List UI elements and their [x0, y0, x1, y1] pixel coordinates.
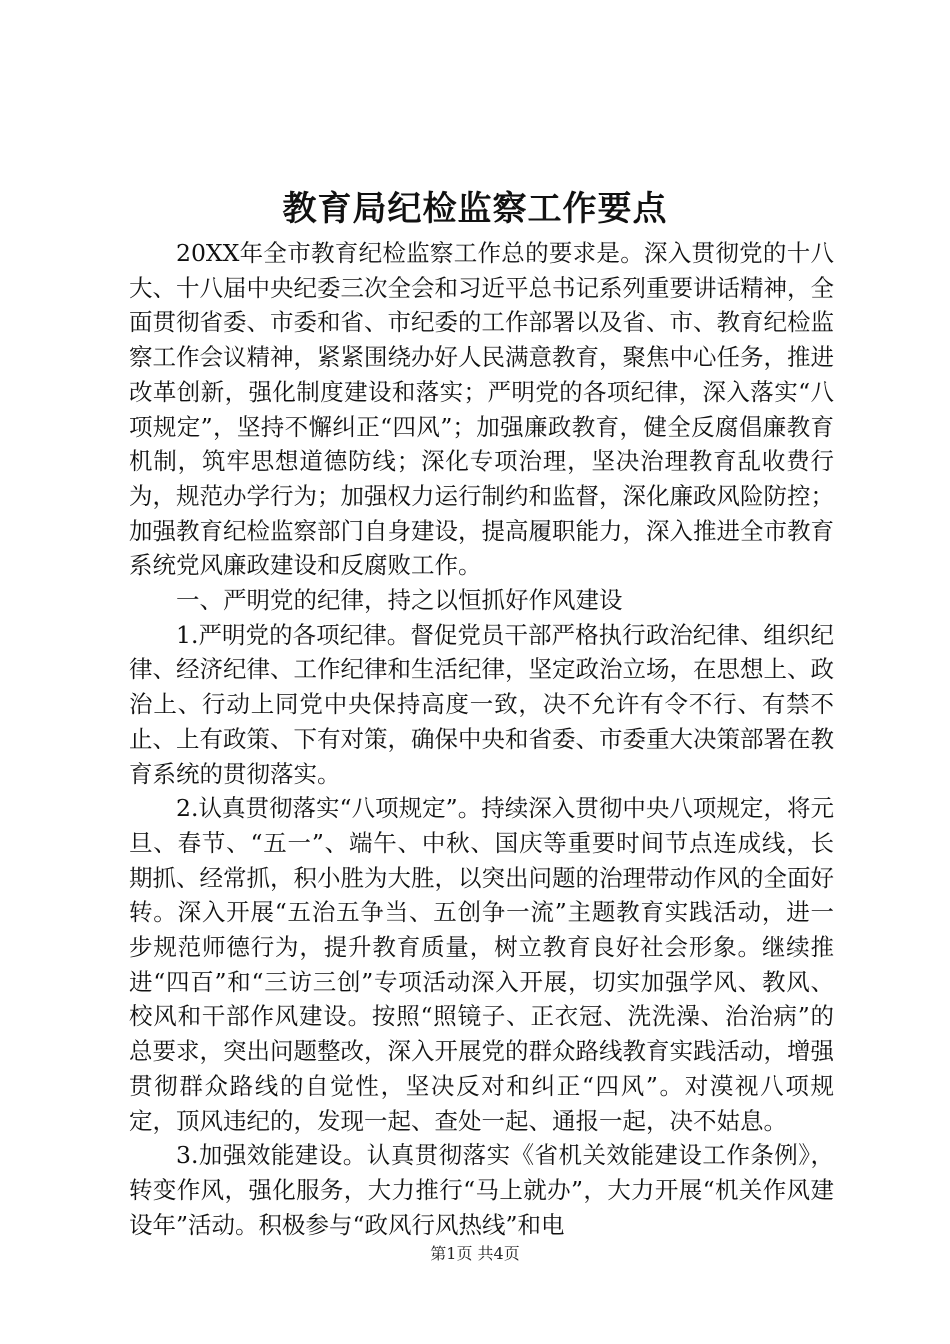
- item-paragraph: 3.加强效能建设。认真贯彻落实《省机关效能建设工作条例》，转变作风，强化服务，大力推行“马上就办”，大力开展“机关作风建设年”活动。积极参与“政风行风热线”和电: [129, 1141, 834, 1239]
- document-title: 教育局纪检监察工作要点: [282, 189, 668, 229]
- section-heading: 一、严明党的纪律，持之以恒抓好作风建设: [176, 586, 623, 615]
- item-paragraph: 2.认真贯彻落实“八项规定”。持续深入贯彻中央八项规定，将元旦、春节、“五一”、端午、中秋、国庆等重要时间节点连成线，长期抓、经常抓，积小胜为大胜，以突出问题的治理带动作风的全面好转。深入开展“五治五争当、五创争一流”主题教育实践活动，进一步规范师德行为，提升教育质量，树立教育良好社会形象。继续推进“四百”和“三访三创”专项活动深入开展，切实加强学风、教风、校风和干部作风建设。按照“照镜子、正衣冠、洗洗澡、治治病”的总要求，突出问题整改，深入开展党的群众路线教育实践活动，增强贯彻群众路线的自觉性，坚决反对和纠正“四风”。对漠视八项规定，顶风违纪的，发现一起、查处一起、通报一起，决不姑息。: [129, 794, 834, 1135]
- page-footer: 第1页 共4页: [430, 1244, 520, 1263]
- item-paragraph: 1.严明党的各项纪律。督促党员干部严格执行政治纪律、组织纪律、经济纪律、工作纪律和生活纪律，坚定政治立场，在思想上、政治上、行动上同党中央保持高度一致，决不允许有令不行、有禁不止、上有政策、下有对策，确保中央和省委、市委重大决策部署在教育系统的贯彻落实。: [129, 620, 834, 788]
- intro-paragraph: 20XX年全市教育纪检监察工作总的要求是。深入贯彻党的十八大、十八届中央纪委三次全会和习近平总书记系列重要讲话精神，全面贯彻省委、市委和省、市纪委的工作部署以及省、市、教育纪检监察工作会议精神，紧紧围绕办好人民满意教育，聚焦中心任务，推进改革创新，强化制度建设和落实；严明党的各项纪律，深入落实“八项规定”，坚持不懈纠正“四风”；加强廉政教育，健全反腐倡廉教育机制，筑牢思想道德防线；深化专项治理，坚决治理教育乱收费行为，规范办学行为；加强权力运行制约和监督，深化廉政风险防控；加强教育纪检监察部门自身建设，提高履职能力，深入推进全市教育系统党风廉政建设和反腐败工作。: [129, 239, 834, 580]
- document-body: [129, 236, 834, 1242]
